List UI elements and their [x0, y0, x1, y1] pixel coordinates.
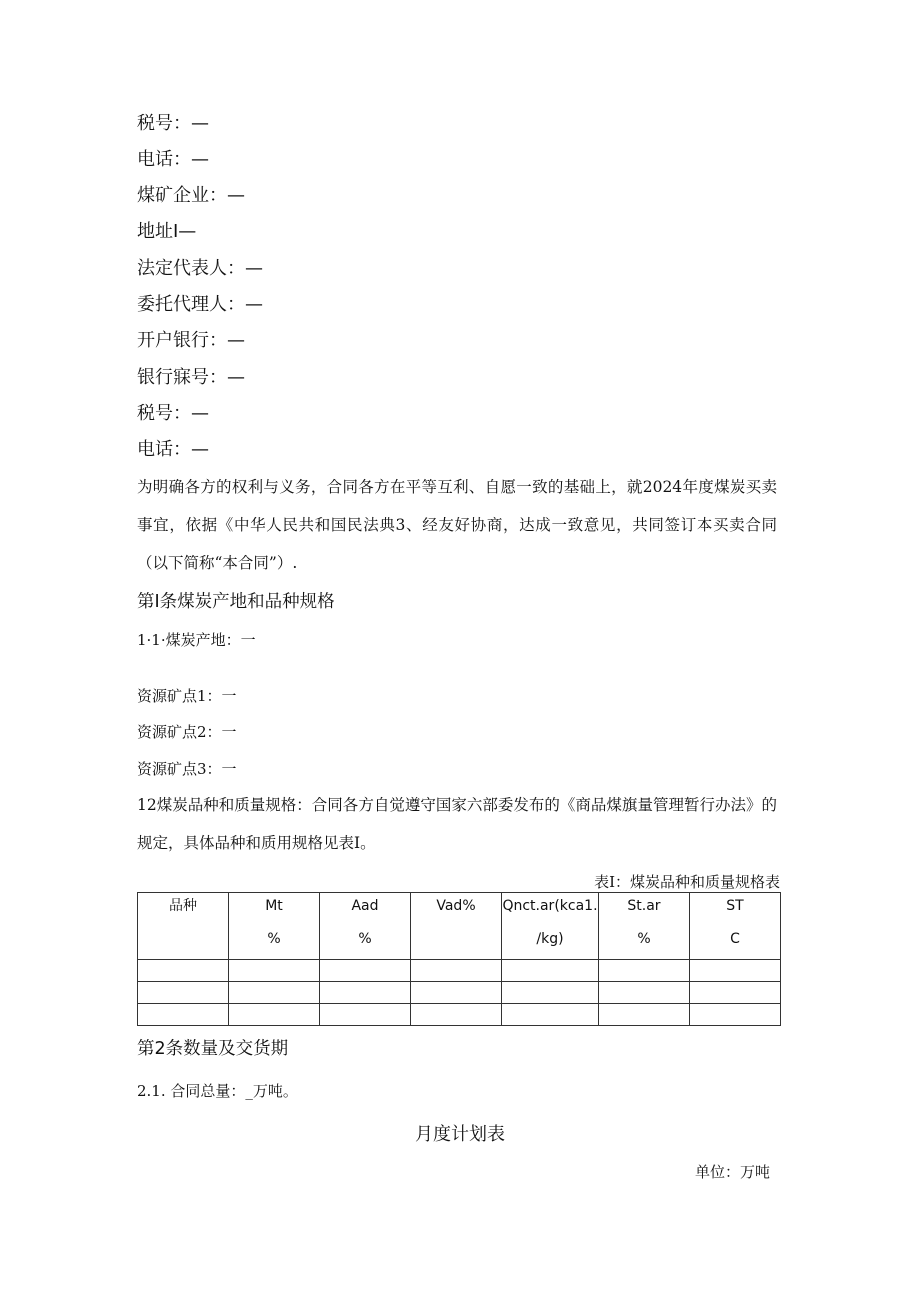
header-vad: Vad% — [411, 893, 502, 960]
resource-site-3: 资源矿点3：一 — [137, 760, 237, 778]
address: 地址I— — [137, 221, 197, 242]
header-mt: Mt % — [229, 893, 320, 960]
table-caption: 表I：煤炭品种和质量规格表 — [594, 873, 780, 891]
table-cell — [229, 1004, 320, 1026]
table-cell — [599, 1004, 690, 1026]
table-cell — [138, 982, 229, 1004]
table-header-row — [138, 893, 781, 960]
table-cell — [320, 1004, 411, 1026]
coal-origin: 1·1·煤炭产地：一 — [137, 631, 256, 649]
resource-site-1: 资源矿点1：一 — [137, 687, 237, 705]
table-cell — [229, 960, 320, 982]
table-cell — [411, 982, 502, 1004]
table-cell — [599, 960, 690, 982]
table-cell — [502, 982, 599, 1004]
table-cell — [138, 960, 229, 982]
table-cell — [502, 960, 599, 982]
header-st: St.ar % — [599, 893, 690, 960]
table-cell — [411, 960, 502, 982]
legal-representative: 法定代表人：— — [137, 258, 263, 279]
resource-site-2: 资源矿点2：一 — [137, 723, 237, 741]
section-2-title: 第2条数量及交货期 — [137, 1039, 289, 1059]
table-cell — [502, 1004, 599, 1026]
coal-enterprise: 煤矿企业：— — [137, 185, 245, 206]
phone-2: 电话：— — [137, 439, 209, 460]
table-cell — [690, 960, 781, 982]
contract-total: 2.1. 合同总量：_万吨。 — [137, 1082, 298, 1100]
bank-account: 银行寐号：— — [137, 367, 245, 388]
tax-number-2: 税号：— — [137, 403, 209, 424]
spec-paragraph: 12煤炭品种和质量规格：合同各方自觉遵守国家六部委发布的《商品煤旗量管理暂行办法》的规定，具体品种和质用规格见表I。 — [137, 796, 777, 852]
table-cell — [320, 982, 411, 1004]
table-cell — [320, 960, 411, 982]
table-cell — [599, 982, 690, 1004]
authorized-agent: 委托代理人：— — [137, 294, 263, 315]
bank: 开户银行：— — [137, 330, 245, 351]
header-qnet: Qnct.ar(kca1. /kg) — [502, 893, 599, 960]
monthly-plan-title: 月度计划表 — [415, 1124, 505, 1145]
section-1-title: 第I条煤炭产地和品种规格 — [137, 592, 335, 612]
tax-number-1: 税号：— — [137, 113, 209, 134]
table-cell — [229, 982, 320, 1004]
header-aad: Aad % — [320, 893, 411, 960]
header-ash-fusion: ST C — [690, 893, 781, 960]
table-row — [138, 1004, 781, 1026]
table-cell — [690, 1004, 781, 1026]
spec-table — [137, 892, 781, 1026]
table-cell — [411, 1004, 502, 1026]
phone-1: 电话：— — [137, 149, 209, 170]
table-cell — [138, 1004, 229, 1026]
header-variety: 品种 — [138, 893, 229, 960]
intro-paragraph: 为明确各方的权利与义务，合同各方在平等互利、自愿一致的基础上，就2024年度煤炭买卖事宜，依据《中华人民共和国民法典3、经友好协商，达成一致意见，共同签订本买卖合同（以下简称“本合同”）. — [137, 478, 777, 572]
table-cell — [690, 982, 781, 1004]
table-row — [138, 982, 781, 1004]
table-row — [138, 960, 781, 982]
unit-label: 单位：万吨 — [694, 1163, 770, 1181]
